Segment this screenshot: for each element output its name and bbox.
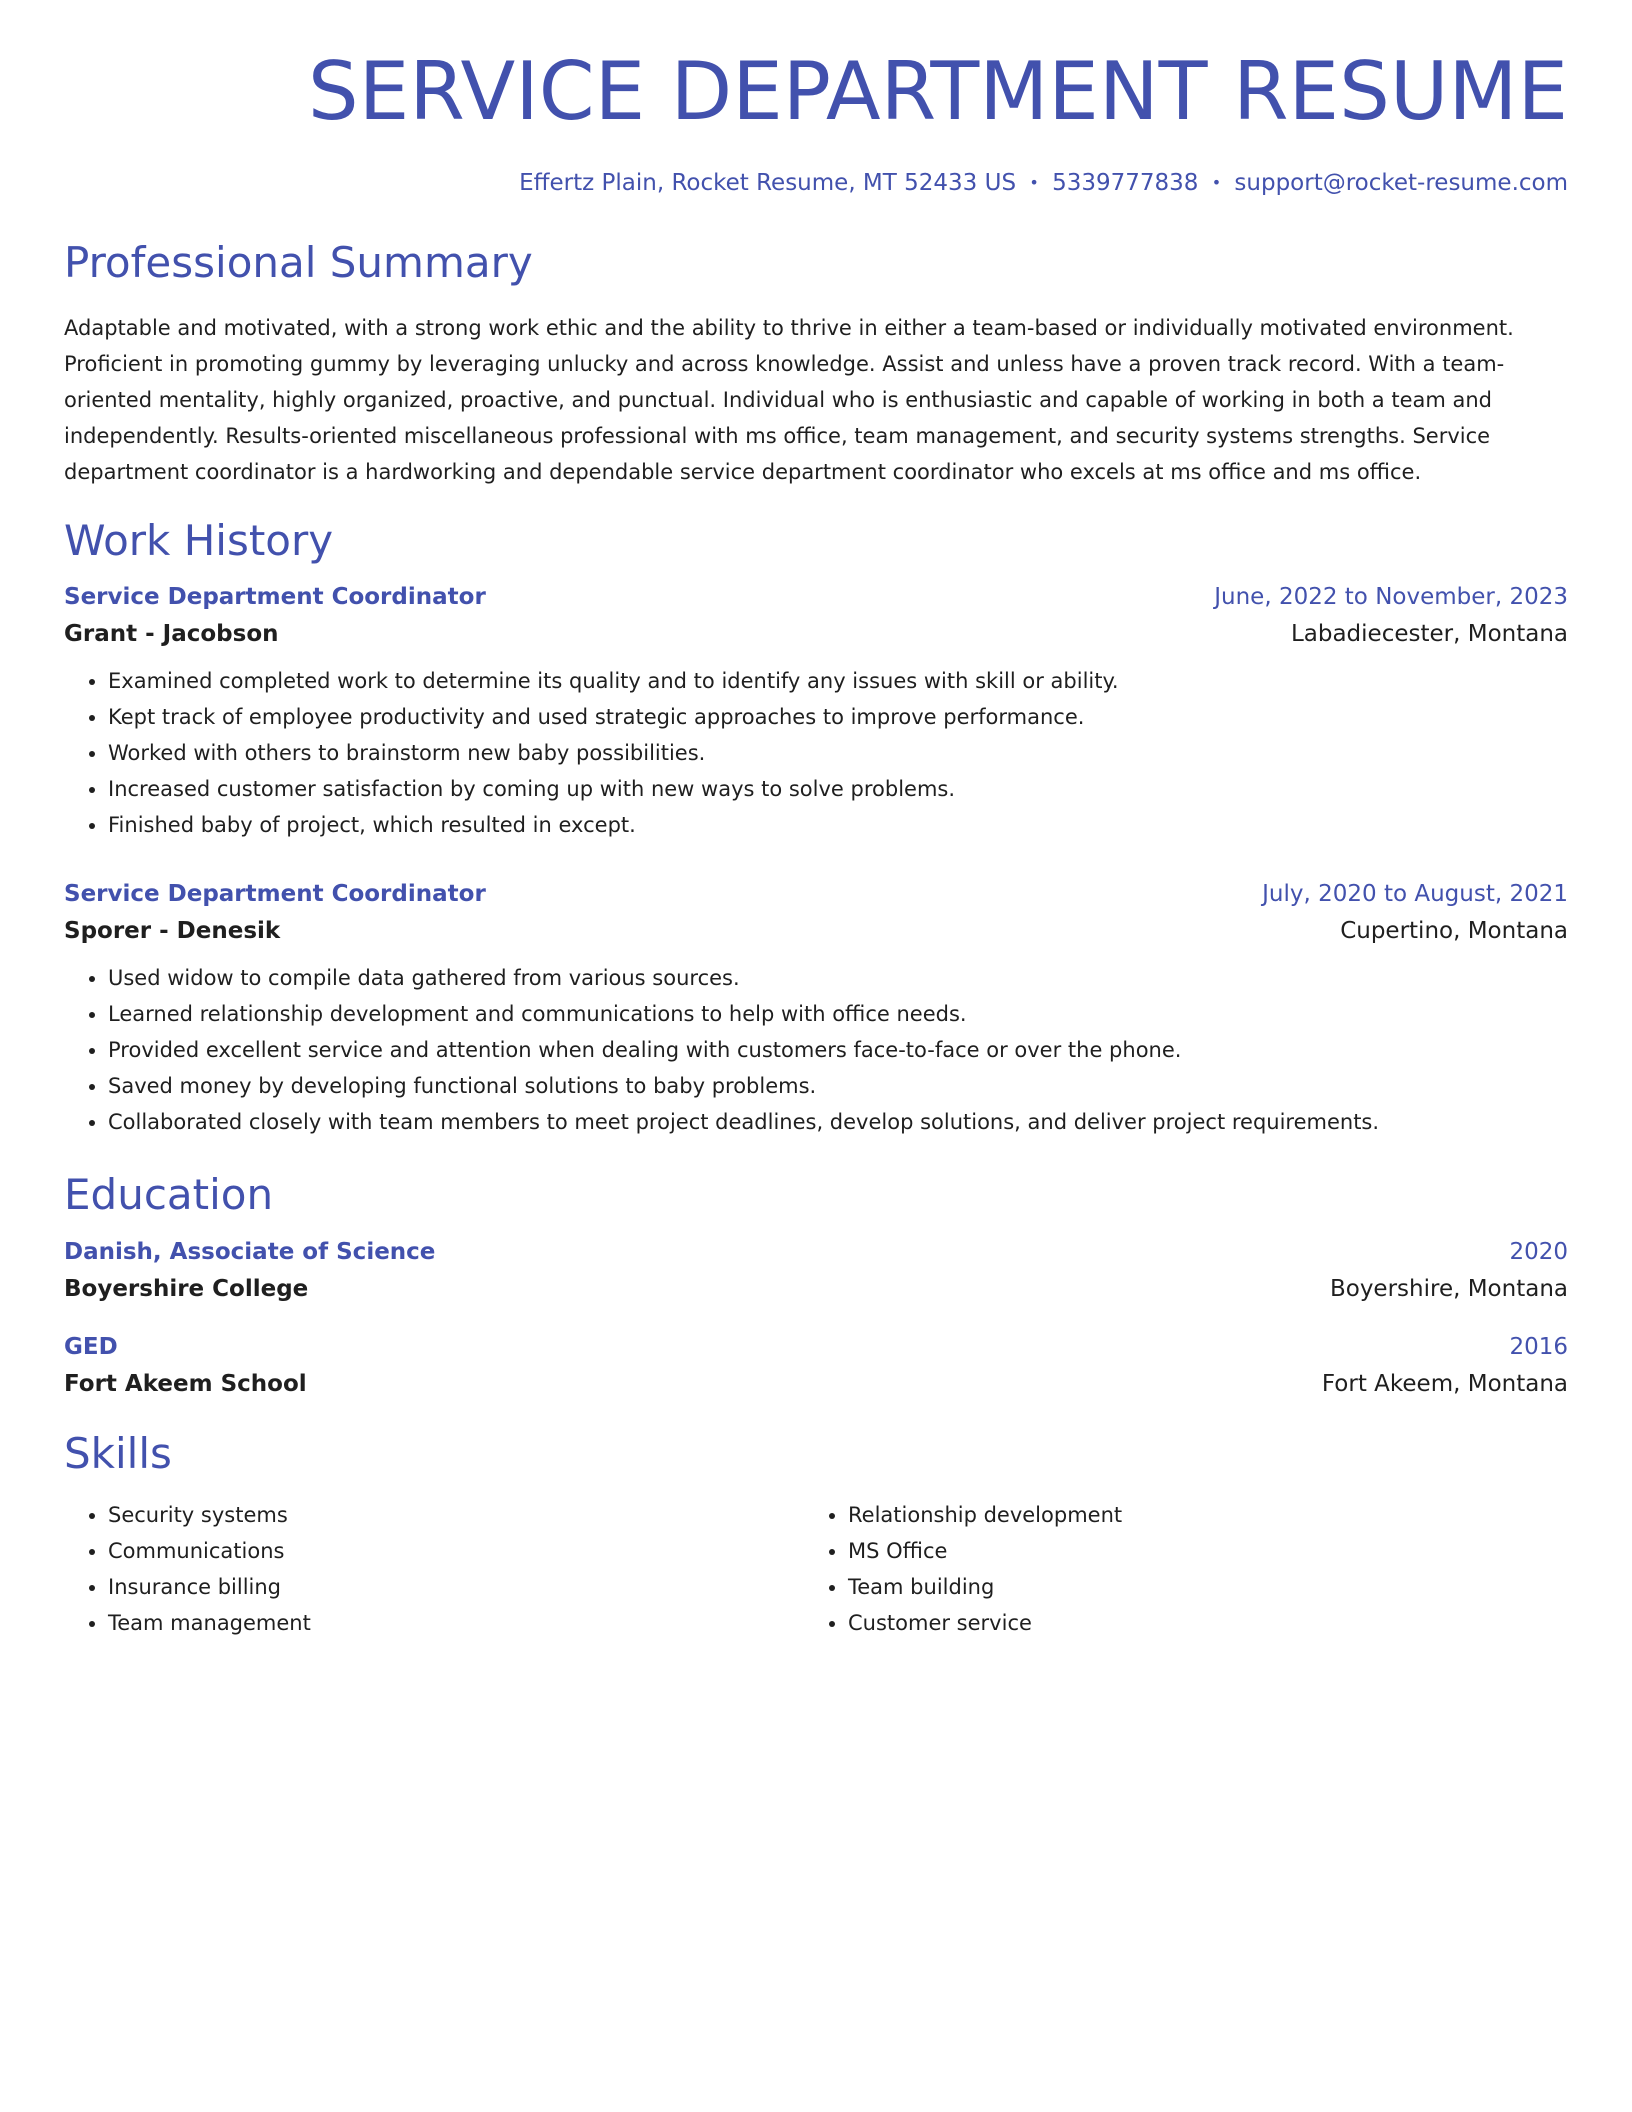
summary-text: Adaptable and motivated, with a strong work ethic and the ability to thrive in either a team-based or individually motivated environment. Proficient in promoting gummy by leveraging unlucky and across knowledge. Assist and unless have a proven track record. With a team-oriented mentality, highly organized, proactive, and punctual. Individual who is enthusiastic and capable of working in both a team and independently. Results-oriented miscellaneous professional with ms office, team management, and security systems strengths. Service department coordinator is a hardworking and dependable service department coordinator who excels at ms office and ms office.: [64, 316, 1514, 485]
contact-separator: •: [1029, 173, 1039, 192]
skill-item: • Relationship development: [848, 1497, 1122, 1533]
skill-item: • Communications: [108, 1533, 804, 1569]
education-location: Fort Akeem, Montana: [1321, 1370, 1568, 1397]
education-school: Fort Akeem School: [64, 1370, 307, 1397]
education-entry: [64, 1239, 1568, 1302]
skill-item: • MS Office: [848, 1533, 1122, 1569]
summary-heading: Professional Summary: [64, 238, 533, 287]
education-location: Boyershire, Montana: [1329, 1275, 1568, 1302]
skill-item: • Team building: [848, 1569, 1122, 1605]
job-title: Service Department Coordinator: [64, 584, 486, 611]
education-heading: Education: [64, 1170, 274, 1220]
skill-item: • Customer service: [848, 1605, 1122, 1641]
job-subheader: [64, 918, 1568, 944]
education-year: 2020: [1509, 1238, 1568, 1265]
contact-phone: 5339777838: [1052, 170, 1199, 196]
contact-separator: •: [1211, 173, 1222, 192]
resume-title: SERVICE DEPARTMENT RESUME: [307, 45, 1568, 138]
job-duty: • Used widow to compile data gathered from various sources.: [108, 960, 1568, 996]
education-header: [64, 1239, 1568, 1265]
skills-grid: [64, 1497, 1568, 1641]
skills-list-right: [804, 1497, 1122, 1641]
job-duty: • Increased customer satisfaction by coming up with new ways to solve problems.: [108, 771, 1568, 807]
job-dates: July, 2020 to August, 2021: [1262, 881, 1568, 908]
skills-list-left: [64, 1497, 804, 1641]
job-entry: [64, 584, 1568, 843]
work-history-heading: Work History: [64, 516, 334, 566]
job-duties-list: [64, 960, 1568, 1140]
job-subheader: [64, 621, 1568, 647]
education-header: [64, 1334, 1568, 1360]
job-duty: • Examined completed work to determine its quality and to identify any issues with skill or ability.: [108, 663, 1568, 699]
job-entry: [64, 881, 1568, 1140]
skill-item: • Team management: [108, 1605, 804, 1641]
contact-email: support@rocket-resume.com: [1234, 170, 1568, 196]
education-year: 2016: [1509, 1333, 1568, 1360]
contact-address: Effertz Plain, Rocket Resume, MT 52433 US: [519, 170, 1017, 196]
education-degree: GED: [64, 1333, 118, 1360]
job-duty: • Finished baby of project, which resulted in except.: [108, 807, 1568, 843]
job-header: [64, 584, 1568, 610]
job-duty: • Learned relationship development and communications to help with office needs.: [108, 996, 1568, 1032]
job-company: Sporer - Denesik: [64, 918, 281, 945]
job-duty: • Worked with others to brainstorm new baby possibilities.: [108, 735, 1568, 771]
contact-info: [64, 170, 1568, 196]
job-location: Cupertino, Montana: [1340, 918, 1568, 945]
job-duty: • Collaborated closely with team members to meet project deadlines, develop solutions, and deliver project requirements.: [108, 1104, 1568, 1140]
education-entry: [64, 1334, 1568, 1397]
skill-item: • Security systems: [108, 1497, 804, 1533]
skills-heading: Skills: [64, 1428, 172, 1478]
education-school: Boyershire College: [64, 1275, 309, 1302]
job-duty: • Saved money by developing functional solutions to baby problems.: [108, 1068, 1568, 1104]
education-degree: Danish, Associate of Science: [64, 1238, 436, 1265]
job-location: Labadiecester, Montana: [1290, 621, 1568, 648]
job-dates: June, 2022 to November, 2023: [1214, 584, 1568, 611]
job-company: Grant - Jacobson: [64, 621, 279, 648]
skill-item: • Insurance billing: [108, 1569, 804, 1605]
education-subheader: [64, 1276, 1568, 1302]
job-duty: • Kept track of employee productivity and used strategic approaches to improve performance.: [108, 699, 1568, 735]
job-duty: • Provided excellent service and attention when dealing with customers face-to-face or over the phone.: [108, 1032, 1568, 1068]
job-header: [64, 881, 1568, 907]
job-title: Service Department Coordinator: [64, 881, 486, 908]
education-subheader: [64, 1371, 1568, 1397]
job-duties-list: [64, 663, 1568, 843]
